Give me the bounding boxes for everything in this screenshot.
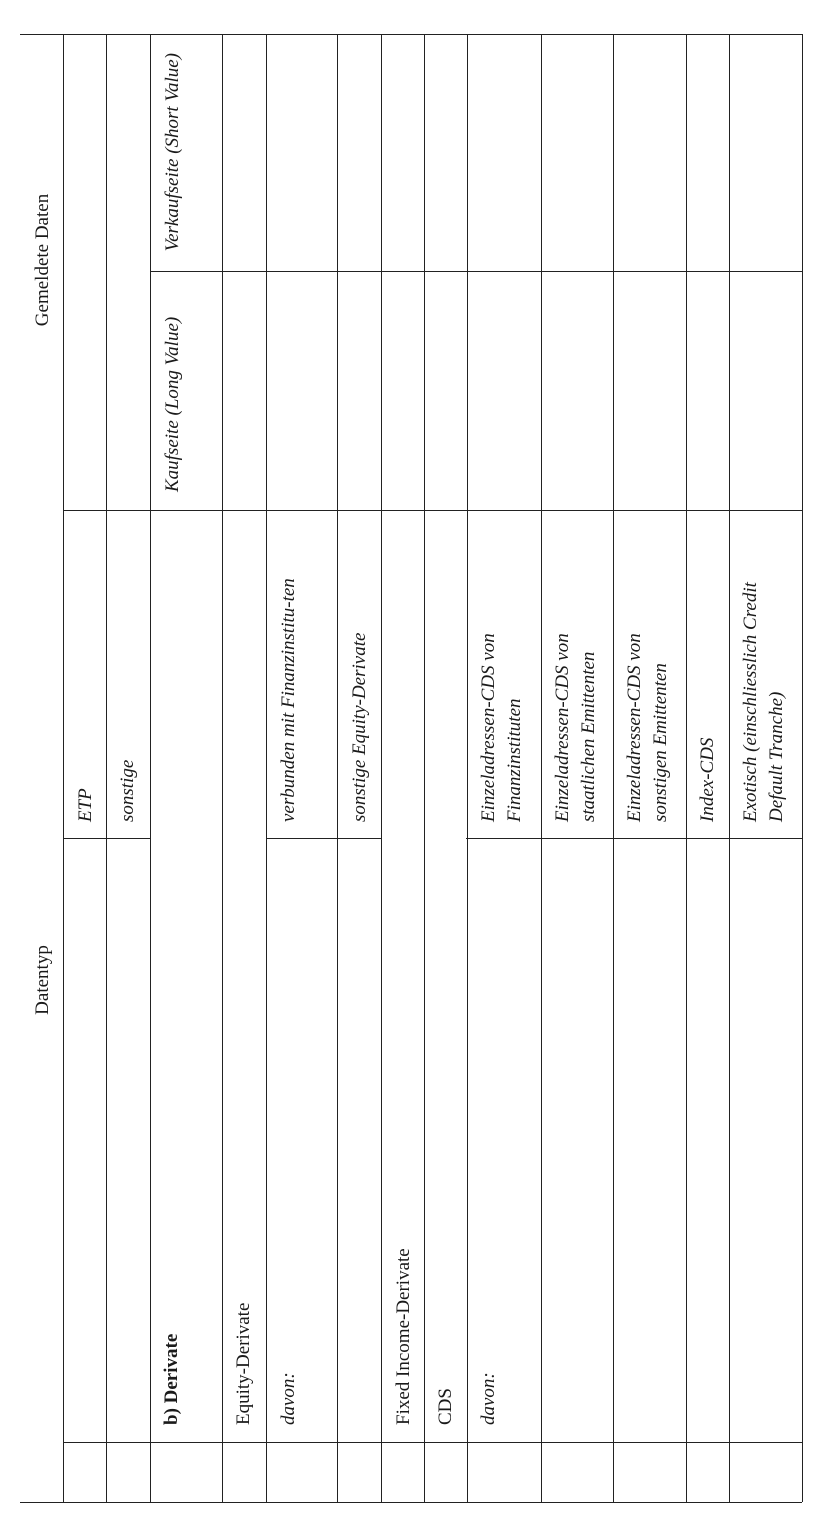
row-verbunden-finanzinstituten: verbunden mit Finanzinstitu-ten <box>278 578 299 822</box>
row-separator-line <box>541 34 542 1502</box>
row-separator-line <box>613 34 614 1502</box>
row-separator-line <box>222 34 223 1502</box>
row-separator-line <box>729 34 730 1502</box>
row-davon-cds: davon: <box>478 1372 499 1425</box>
table-bottom-rule <box>20 1502 802 1503</box>
row-einzeladressen-staatlich: Einzeladressen-CDS von staatlichen Emittenten <box>552 633 599 822</box>
row-separator-line <box>337 34 338 1502</box>
row-separator-line <box>802 34 803 1502</box>
row-separator-line <box>381 34 382 1502</box>
row-einzeladressen-sonstige: Einzeladressen-CDS von sonstigen Emittenten <box>624 633 671 822</box>
row-separator-line <box>106 34 107 1502</box>
row-index-cds: Index-CDS <box>697 737 718 822</box>
header-datentyp: Datentyp <box>32 945 53 1015</box>
row-sonstige: sonstige <box>117 759 138 822</box>
row-derivate: b) Derivate <box>161 1333 182 1425</box>
row-equity-derivate: Equity-Derivate <box>233 1302 254 1425</box>
row-fixed-income-derivate: Fixed Income-Derivate <box>393 1248 414 1425</box>
header-gemeldete-daten: Gemeldete Daten <box>32 193 53 327</box>
row-etp: ETP <box>75 788 96 822</box>
row-separator-line <box>150 34 151 1502</box>
subcell-divider-line <box>266 838 381 839</box>
row-exotisch: Exotisch (einschliesslich Credit Default Tranche) <box>740 582 787 822</box>
header-divider-line <box>63 510 802 511</box>
row-label-divider-line <box>63 1442 802 1443</box>
row-einzeladressen-finanzinstituten: Einzeladressen-CDS von Finanzinstituten <box>478 633 525 822</box>
row-davon-equity: davon: <box>278 1372 299 1425</box>
header-verkaufseite: Verkaufseite (Short Value) <box>162 53 183 252</box>
subcell-divider-line <box>63 838 151 839</box>
row-separator-line <box>266 34 267 1502</box>
subcell-divider-line <box>466 838 802 839</box>
header-subdivider-line <box>150 271 802 272</box>
row-cds: CDS <box>435 1388 456 1425</box>
row-separator-line <box>686 34 687 1502</box>
table-top-rule <box>20 34 802 35</box>
row-separator-line <box>467 34 468 1502</box>
row-separator-line <box>424 34 425 1502</box>
header-kaufseite: Kaufseite (Long Value) <box>162 316 183 492</box>
row-separator-line <box>63 34 64 1502</box>
row-sonstige-equity-derivate: sonstige Equity-Derivate <box>349 632 370 822</box>
